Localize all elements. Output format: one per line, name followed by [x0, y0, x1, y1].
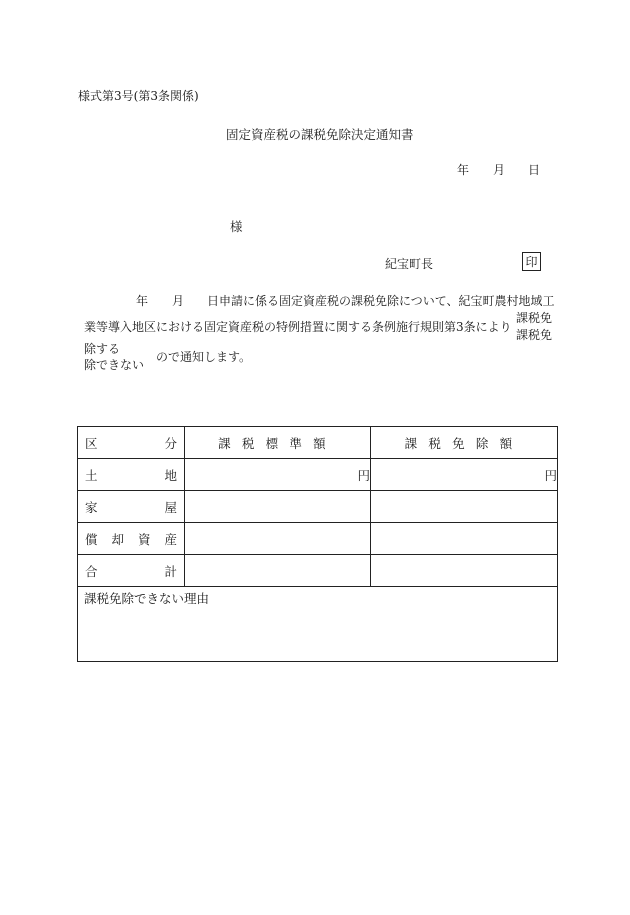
addressee-suffix: 様 — [230, 219, 243, 234]
row-label-char: 計 — [164, 563, 177, 579]
total-standard-amount — [185, 555, 371, 587]
header-tax-standard: 課税標準額 — [185, 427, 371, 459]
row-label-land — [78, 459, 185, 491]
option-do-exempt: 除する — [84, 342, 121, 356]
row-label-char: 却 — [111, 531, 124, 547]
seal-mark — [522, 252, 541, 271]
reason-cell — [78, 587, 558, 662]
body-year: 年 — [136, 294, 149, 308]
table-row-reason — [78, 587, 558, 662]
option-exempt-top: 課税免 — [516, 311, 553, 325]
row-label-char: 償 — [85, 531, 98, 547]
body-month: 月 — [172, 294, 185, 308]
depreciable-exempt-amount — [371, 523, 558, 555]
document-title: 固定資産税の課税免除決定通知書 — [226, 127, 414, 142]
option-exempt-bottom: 課税免 — [516, 328, 553, 342]
table-row-land — [78, 459, 558, 491]
row-label-total — [78, 555, 185, 587]
house-standard-amount — [185, 491, 371, 523]
date-day: 日 — [528, 163, 541, 177]
seal-label: 印 — [525, 254, 538, 269]
table-row-depreciable — [78, 523, 558, 555]
tax-exemption-table — [77, 426, 558, 662]
row-label-char: 資 — [137, 531, 151, 547]
issuer-name: 紀宝町長 — [385, 257, 434, 271]
land-standard-amount: 円 — [185, 459, 371, 491]
row-label-house — [78, 491, 185, 523]
row-label-char: 土 — [85, 467, 98, 483]
body-line2: 業等導入地区における固定資産税の特例措置に関する条例施行規則第3条により — [84, 320, 512, 334]
reason-label: 課税免除できない理由 — [84, 591, 210, 606]
row-label-char: 産 — [164, 531, 177, 547]
row-label-char: 合 — [85, 563, 98, 579]
row-label-char: 屋 — [164, 499, 177, 515]
date-year: 年 — [457, 163, 470, 177]
row-label-depreciable — [78, 523, 185, 555]
row-label-char: 地 — [164, 467, 177, 483]
table-row-house — [78, 491, 558, 523]
row-label-char: 家 — [85, 499, 98, 515]
form-number: 様式第3号(第3条関係) — [78, 89, 199, 103]
option-cannot-exempt: 除できない — [84, 358, 145, 372]
header-category-char: 分 — [164, 435, 177, 451]
table-row-total — [78, 555, 558, 587]
header-category-char: 区 — [85, 435, 98, 451]
header-category — [78, 427, 185, 459]
table-header-row — [78, 427, 558, 459]
total-exempt-amount — [371, 555, 558, 587]
land-exempt-amount: 円 — [371, 459, 558, 491]
body-ending: ので通知します。 — [156, 350, 252, 364]
house-exempt-amount — [371, 491, 558, 523]
header-tax-exempt: 課税免除額 — [371, 427, 558, 459]
body-line1: 日申請に係る固定資産税の課税免除について、紀宝町農村地域工 — [207, 294, 555, 308]
date-month: 月 — [493, 163, 506, 177]
depreciable-standard-amount — [185, 523, 371, 555]
